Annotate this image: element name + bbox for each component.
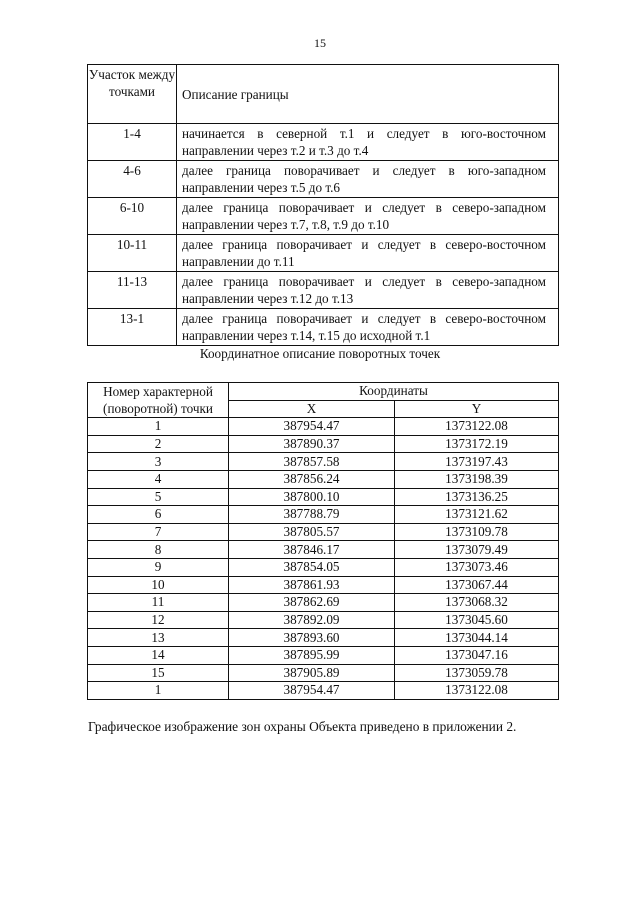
y-coordinate-cell: 1373136.25 bbox=[395, 488, 559, 506]
y-coordinate-cell: 1373067.44 bbox=[395, 576, 559, 594]
point-number-cell: 7 bbox=[88, 523, 229, 541]
x-coordinate-cell: 387890.37 bbox=[229, 435, 395, 453]
table-row bbox=[88, 629, 559, 647]
y-coordinate-cell: 1373073.46 bbox=[395, 558, 559, 576]
coordinates-title: Координатное описание поворотных точек bbox=[199, 346, 441, 361]
segment-cell: 11-13 bbox=[88, 272, 177, 309]
x-header: X bbox=[229, 400, 395, 418]
description-cell: начинается в северной т.1 и следует в юго-восточном направлении через т.2 и т.3 до т.4 bbox=[177, 124, 559, 161]
x-coordinate-cell: 387954.47 bbox=[229, 682, 395, 700]
y-coordinate-cell: 1373122.08 bbox=[395, 418, 559, 436]
y-coordinate-cell: 1373198.39 bbox=[395, 470, 559, 488]
y-coordinate-cell: 1373045.60 bbox=[395, 611, 559, 629]
table-row bbox=[88, 453, 559, 471]
point-number-cell: 12 bbox=[88, 611, 229, 629]
y-coordinate-cell: 1373122.08 bbox=[395, 682, 559, 700]
table-row bbox=[88, 198, 559, 235]
description-cell: далее граница поворачивает и следует в юго-западном направлении через т.5 до т.6 bbox=[177, 161, 559, 198]
y-coordinate-cell: 1373068.32 bbox=[395, 594, 559, 612]
coordinates-header: Координаты bbox=[229, 383, 559, 401]
x-coordinate-cell: 387788.79 bbox=[229, 506, 395, 524]
table-row bbox=[88, 594, 559, 612]
table-row bbox=[88, 506, 559, 524]
point-number-cell: 15 bbox=[88, 664, 229, 682]
table-row bbox=[88, 576, 559, 594]
point-number-cell: 6 bbox=[88, 506, 229, 524]
x-coordinate-cell: 387800.10 bbox=[229, 488, 395, 506]
y-coordinate-cell: 1373047.16 bbox=[395, 646, 559, 664]
point-number-cell: 11 bbox=[88, 594, 229, 612]
segment-cell: 10-11 bbox=[88, 235, 177, 272]
table-row bbox=[88, 124, 559, 161]
segment-header: Участок между точками bbox=[88, 65, 177, 124]
table-row bbox=[88, 309, 559, 346]
table-header-row bbox=[88, 383, 559, 401]
point-number-cell: 14 bbox=[88, 646, 229, 664]
point-number-cell: 3 bbox=[88, 453, 229, 471]
x-coordinate-cell: 387862.69 bbox=[229, 594, 395, 612]
table-header-row bbox=[88, 65, 559, 124]
x-coordinate-cell: 387954.47 bbox=[229, 418, 395, 436]
table-row bbox=[88, 646, 559, 664]
x-coordinate-cell: 387805.57 bbox=[229, 523, 395, 541]
table-row bbox=[88, 418, 559, 436]
y-coordinate-cell: 1373121.62 bbox=[395, 506, 559, 524]
x-coordinate-cell: 387895.99 bbox=[229, 646, 395, 664]
x-coordinate-cell: 387893.60 bbox=[229, 629, 395, 647]
table-row bbox=[88, 523, 559, 541]
description-cell: далее граница поворачивает и следует в северо-западном направлении через т.7, т.8, т.9 до т.10 bbox=[177, 198, 559, 235]
x-coordinate-cell: 387892.09 bbox=[229, 611, 395, 629]
point-number-cell: 8 bbox=[88, 541, 229, 559]
table-row bbox=[88, 664, 559, 682]
x-coordinate-cell: 387861.93 bbox=[229, 576, 395, 594]
point-number-cell: 5 bbox=[88, 488, 229, 506]
point-number-cell: 13 bbox=[88, 629, 229, 647]
point-number-cell: 2 bbox=[88, 435, 229, 453]
point-number-cell: 9 bbox=[88, 558, 229, 576]
x-coordinate-cell: 387856.24 bbox=[229, 470, 395, 488]
x-coordinate-cell: 387857.58 bbox=[229, 453, 395, 471]
description-cell: далее граница поворачивает и следует в северо-западном направлении через т.12 до т.13 bbox=[177, 272, 559, 309]
table-row bbox=[88, 272, 559, 309]
y-coordinate-cell: 1373197.43 bbox=[395, 453, 559, 471]
table-row bbox=[88, 435, 559, 453]
point-number-cell: 4 bbox=[88, 470, 229, 488]
y-coordinate-cell: 1373059.78 bbox=[395, 664, 559, 682]
point-number-cell: 1 bbox=[88, 418, 229, 436]
y-coordinate-cell: 1373044.14 bbox=[395, 629, 559, 647]
y-coordinate-cell: 1373109.78 bbox=[395, 523, 559, 541]
table-row bbox=[88, 611, 559, 629]
boundary-description-table bbox=[87, 64, 559, 346]
segment-cell: 4-6 bbox=[88, 161, 177, 198]
y-coordinate-cell: 1373172.19 bbox=[395, 435, 559, 453]
y-header: Y bbox=[395, 400, 559, 418]
point-number-header: Номер характерной (поворотной) точки bbox=[88, 383, 229, 418]
segment-cell: 6-10 bbox=[88, 198, 177, 235]
y-coordinate-cell: 1373079.49 bbox=[395, 541, 559, 559]
description-cell: далее граница поворачивает и следует в северо-восточном направлении до т.11 bbox=[177, 235, 559, 272]
description-header: Описание границы bbox=[177, 65, 559, 124]
x-coordinate-cell: 387905.89 bbox=[229, 664, 395, 682]
point-number-cell: 10 bbox=[88, 576, 229, 594]
footer-text: Графическое изображение зон охраны Объекта приведено в приложении 2. bbox=[88, 719, 517, 734]
table-row bbox=[88, 235, 559, 272]
page-number: 15 bbox=[314, 36, 326, 50]
table-row bbox=[88, 488, 559, 506]
table-row bbox=[88, 470, 559, 488]
segment-cell: 13-1 bbox=[88, 309, 177, 346]
point-number-cell: 1 bbox=[88, 682, 229, 700]
x-coordinate-cell: 387854.05 bbox=[229, 558, 395, 576]
table-row bbox=[88, 161, 559, 198]
table-row bbox=[88, 541, 559, 559]
segment-cell: 1-4 bbox=[88, 124, 177, 161]
table-row bbox=[88, 682, 559, 700]
table-row bbox=[88, 558, 559, 576]
x-coordinate-cell: 387846.17 bbox=[229, 541, 395, 559]
description-cell: далее граница поворачивает и следует в северо-восточном направлении через т.14, т.15 до исходной т.1 bbox=[177, 309, 559, 346]
coordinates-table bbox=[87, 382, 559, 700]
